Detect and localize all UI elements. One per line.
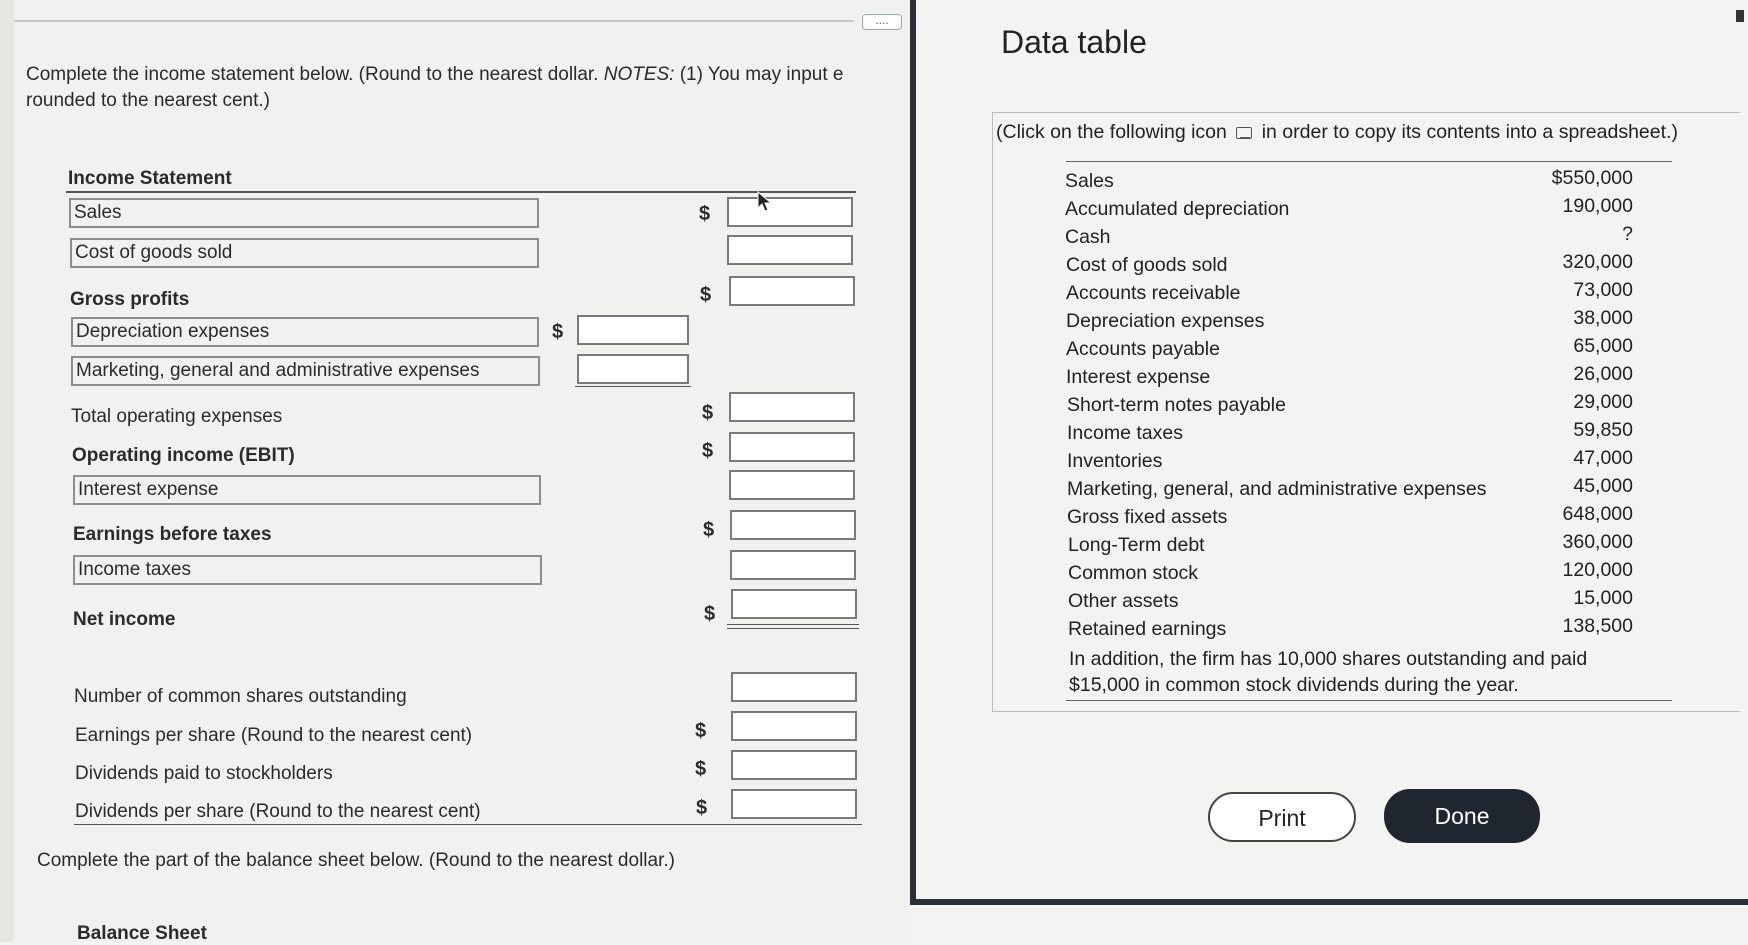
copy-instruction	[996, 121, 1678, 144]
balance-instruction: Complete the part of the balance sheet below. (Round to the nearest dollar.)	[37, 850, 675, 871]
data-table-row-value: ?	[1622, 223, 1633, 245]
eps-label: Earnings per share (Round to the nearest cent)	[75, 725, 473, 746]
data-table-row-value: 47,000	[1573, 447, 1633, 469]
data-table-row-value: 15,000	[1573, 587, 1633, 609]
taxes-input[interactable]	[730, 550, 856, 580]
dollar-sign: $	[695, 720, 707, 742]
sales-input[interactable]	[727, 197, 853, 227]
data-table-row-value: 73,000	[1573, 279, 1633, 301]
interest-input[interactable]	[729, 470, 855, 500]
data-table-row-value: 138,500	[1562, 615, 1633, 637]
header-rule	[66, 191, 856, 193]
interest-label: Interest expense	[73, 475, 541, 505]
dps-label: Dividends per share (Round to the nearest cent)	[75, 801, 481, 822]
dollar-sign: $	[703, 519, 715, 541]
data-table-row-label: Short-term notes payable	[1067, 394, 1286, 416]
shares-input[interactable]	[731, 672, 857, 702]
data-table-row-value: 65,000	[1573, 335, 1633, 357]
depreciation-label: Depreciation expenses	[71, 317, 539, 347]
net-income-input[interactable]	[731, 589, 857, 619]
data-table-row-label: Accounts receivable	[1066, 282, 1241, 304]
data-table-row-value: 38,000	[1573, 307, 1633, 329]
ebit-input[interactable]	[729, 432, 855, 462]
dollar-sign: $	[704, 603, 716, 625]
income-statement-title: Income Statement	[68, 168, 232, 189]
total-opex-input[interactable]	[729, 392, 855, 422]
dividends-label: Dividends paid to stockholders	[75, 763, 333, 784]
gross-profits-input[interactable]	[729, 276, 855, 306]
data-table-row-value: 360,000	[1562, 531, 1633, 553]
data-table-row-label: Gross fixed assets	[1067, 506, 1228, 528]
instruction-part-1: Complete the income statement below. (Round to the nearest dollar.	[26, 64, 604, 85]
subtotal-rule	[575, 386, 691, 387]
instruction-notes: NOTES:	[603, 64, 675, 85]
data-table-row-value: 59,850	[1573, 419, 1633, 441]
data-table-row-label: Accumulated depreciation	[1065, 198, 1290, 220]
cogs-input[interactable]	[727, 235, 853, 265]
total-opex-label: Total operating expenses	[71, 406, 283, 427]
data-table-row-value: 120,000	[1562, 559, 1633, 581]
table-note-2: $15,000 in common stock dividends during the year.	[1069, 674, 1519, 696]
scrollbar-handle[interactable]	[1736, 10, 1744, 22]
dollar-sign: $	[700, 284, 712, 306]
ebt-label: Earnings before taxes	[73, 524, 272, 545]
gross-profits-label: Gross profits	[70, 289, 190, 310]
taxes-label: Income taxes	[73, 555, 542, 585]
copy-instruction-pre: (Click on the following icon	[996, 121, 1227, 143]
divider	[14, 20, 854, 22]
ebt-input[interactable]	[730, 510, 856, 540]
mouse-cursor-icon	[756, 190, 772, 212]
dollar-sign: $	[702, 402, 714, 424]
double-rule	[727, 624, 859, 625]
more-options-button[interactable]: ....	[862, 14, 902, 30]
data-table-row-value: 26,000	[1573, 363, 1633, 385]
dollar-sign: $	[695, 758, 707, 780]
balance-sheet-title: Balance Sheet	[77, 923, 207, 944]
data-table-row-label: Interest expense	[1066, 366, 1211, 388]
data-table-row-value: 320,000	[1562, 251, 1633, 273]
instruction-text-2: rounded to the nearest cent.)	[26, 90, 270, 111]
copy-to-spreadsheet-icon[interactable]	[1236, 127, 1252, 139]
cogs-label: Cost of goods sold	[70, 238, 539, 268]
sales-label: Sales	[69, 198, 539, 228]
instruction-text	[26, 62, 906, 88]
data-table-row-label: Inventories	[1067, 450, 1163, 472]
dividends-input[interactable]	[731, 750, 857, 780]
marketing-input[interactable]	[577, 354, 689, 384]
shares-label: Number of common shares outstanding	[74, 686, 407, 707]
marketing-label: Marketing, general and administrative expenses	[71, 356, 540, 386]
data-table-row-label: Cost of goods sold	[1066, 254, 1228, 276]
data-table-row-label: Marketing, general, and administrative expenses	[1067, 478, 1487, 500]
data-table-row-label: Depreciation expenses	[1066, 310, 1265, 332]
data-table-row-label: Accounts payable	[1066, 338, 1220, 360]
net-income-label: Net income	[73, 609, 176, 630]
data-table-row-label: Other assets	[1068, 590, 1179, 612]
dollar-sign: $	[696, 797, 708, 819]
dollar-sign: $	[699, 203, 711, 225]
data-table-row-value: $550,000	[1551, 167, 1633, 189]
dollar-sign: $	[702, 440, 714, 462]
data-table-title: Data table	[1001, 24, 1147, 60]
data-table-row-label: Long-Term debt	[1068, 534, 1205, 556]
table-top-rule	[1066, 161, 1672, 162]
dps-input[interactable]	[731, 789, 857, 819]
data-table-row-label: Sales	[1065, 170, 1114, 192]
section-rule	[74, 824, 862, 825]
done-button[interactable]: Done	[1384, 789, 1540, 843]
depreciation-input[interactable]	[577, 315, 689, 345]
eps-input[interactable]	[731, 711, 857, 741]
ebit-label: Operating income (EBIT)	[72, 445, 295, 466]
data-table-row-label: Cash	[1065, 226, 1111, 248]
data-table-row-value: 190,000	[1562, 195, 1633, 217]
data-table-row-label: Retained earnings	[1068, 618, 1227, 640]
print-button[interactable]: Print	[1208, 792, 1356, 842]
table-bottom-rule	[1066, 700, 1672, 701]
copy-instruction-post: in order to copy its contents into a spreadsheet.)	[1261, 121, 1678, 143]
data-table-row-value: 45,000	[1573, 475, 1633, 497]
data-table-row-label: Common stock	[1068, 562, 1199, 584]
table-note-1: In addition, the firm has 10,000 shares outstanding and paid	[1069, 648, 1588, 670]
dollar-sign: $	[552, 321, 564, 343]
data-table-row-value: 648,000	[1562, 503, 1633, 525]
data-table-row-label: Income taxes	[1067, 422, 1183, 444]
double-rule	[727, 628, 859, 629]
instruction-part-2: (1) You may input e	[674, 64, 844, 85]
data-table-row-value: 29,000	[1573, 391, 1633, 413]
